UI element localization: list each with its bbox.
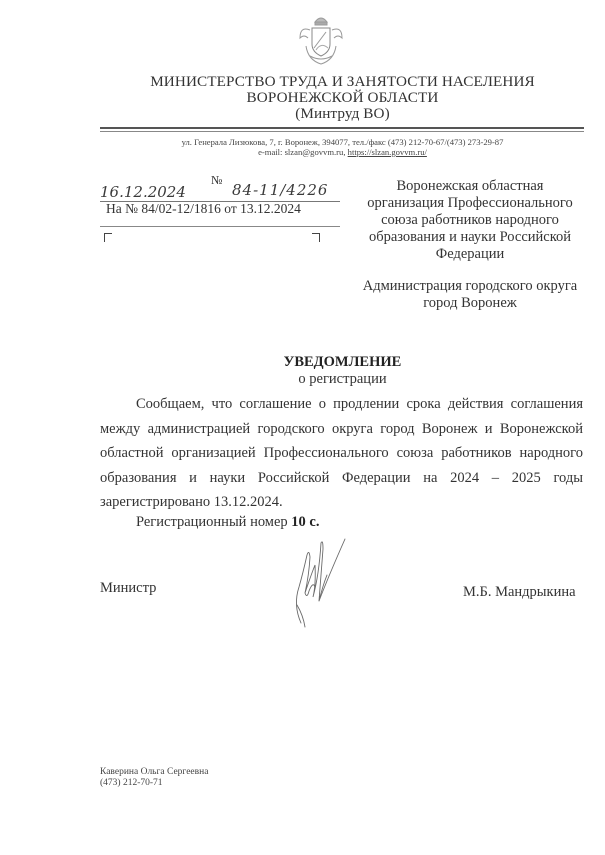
ministry-short-name: (Минтруд ВО) bbox=[295, 105, 390, 122]
registration-date-handwritten: 16.12.2024 bbox=[100, 183, 186, 201]
registration-number-line bbox=[136, 514, 319, 531]
corner-mark-right bbox=[312, 233, 320, 242]
reply-reference: На № 84/02-12/1816 от 13.12.2024 bbox=[106, 201, 301, 216]
website-link[interactable]: https://slzan.govvm.ru/ bbox=[347, 147, 427, 157]
header-divider-thin bbox=[100, 131, 584, 132]
executor-name: Каверина Ольга Сергеевна bbox=[100, 767, 209, 777]
body-paragraph: Сообщаем, что соглашение о продлении срока действия соглашения между администрацией городского округа город Воронеж и Воронежской областной организацией Профессионального союза работников народного образования и науки Российской Федерации на 2024 – 2025 годы зарегистрировано 13.12.2024. bbox=[100, 396, 583, 510]
addressee-union: Воронежская областная организация Профессионального союза работников народного образования и науки Российской Федерации bbox=[367, 178, 573, 262]
coat-of-arms-icon bbox=[296, 12, 346, 68]
document-subtitle: о регистрации bbox=[298, 371, 387, 387]
ministry-name-line-1: МИНИСТЕРСТВО ТРУДА И ЗАНЯТОСТИ НАСЕЛЕНИЯ bbox=[150, 73, 535, 90]
executor-phone: (473) 212-70-71 bbox=[100, 778, 163, 788]
contacts-email: e-mail: slzan@govvm.ru, bbox=[258, 147, 348, 157]
contacts-email-web bbox=[100, 147, 585, 157]
signer-name: М.Б. Мандрыкина bbox=[463, 584, 576, 600]
contacts-address: ул. Генерала Лизюкова, 7, г. Воронеж, 394077, тел./факс (473) 212-70-67/(473) 273-29-87 bbox=[181, 137, 504, 147]
handwritten-signature-icon bbox=[283, 535, 353, 630]
document-title: УВЕДОМЛЕНИЕ bbox=[283, 354, 402, 370]
number-sign: № bbox=[211, 173, 223, 187]
registration-number-value: 10 с. bbox=[291, 514, 320, 530]
signer-position: Министр bbox=[100, 580, 157, 596]
corner-mark-left bbox=[104, 233, 112, 242]
subject-underline bbox=[100, 226, 340, 227]
registration-number-handwritten: 84-11/4226 bbox=[232, 181, 329, 199]
addressee-administration: Администрация городского округа город Воронеж bbox=[362, 278, 578, 311]
ministry-name-line-2: ВОРОНЕЖСКОЙ ОБЛАСТИ bbox=[246, 89, 439, 106]
registration-number-label: Регистрационный номер bbox=[136, 514, 292, 530]
header-divider-thick bbox=[100, 127, 584, 129]
